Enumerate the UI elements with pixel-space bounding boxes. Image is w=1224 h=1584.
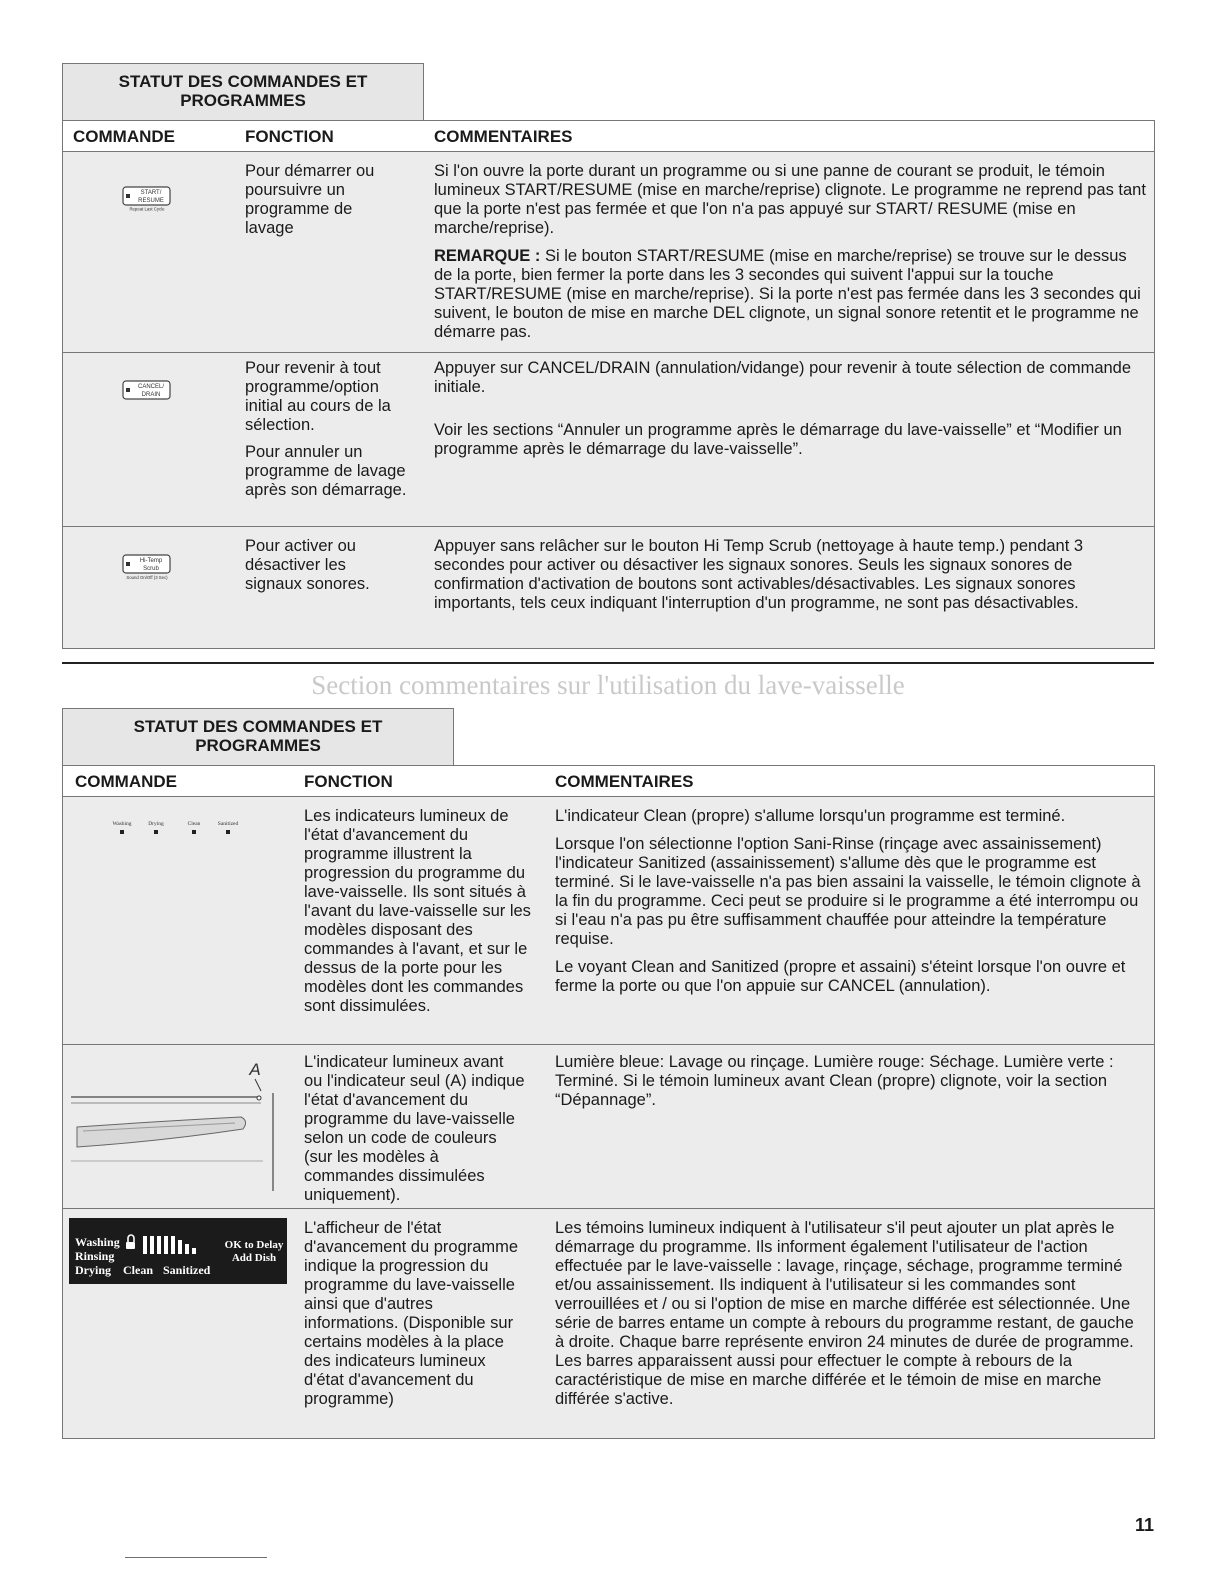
function-text: Pour démarrer ou poursuivre un programme de lavage [245, 162, 375, 237]
footer-line [125, 1557, 267, 1558]
indicator-label: Drying [148, 821, 164, 827]
table-row [63, 1209, 1154, 1438]
remarque-text: Si le bouton START/RESUME (mise en marche/reprise) se trouve sur le dessus de la porte, bien fermer la porte dans les 3 secondes qui suivent l'appui sur la touche START/RESUME (mise en marche/reprise). Si la porte n'est pas fermée dans les 3 secondes qui suivent, le bouton de mise en marche DEL clignote, un signal sonore retentit et le programme ne démarre pas. [434, 247, 1141, 341]
table-row [63, 152, 1154, 353]
comment-paragraph: Les témoins lumineux indiquent à l'utilisateur s'il peut ajouter un plat après le démarrage du programme. Ils informent également l'utilisateur de l'action effectuée par le lave-vaisselle : lavage, rinçage, séchage, programme terminé et/ou assainissement. Ils indiquent à l'utilisateur si les commandes sont verrouillées et / ou si l'option de mise en marche différée est sélectionnée. Une série de barres entame un compte à rebours du programme restant, de gauche à droite. Chaque barre représente environ 24 minutes de durée de programme. Les barres apparaissent aussi pour effectuer le compte à rebours de la caractéristique de mise en marche différée et le témoin de mise en marche différée s'active. [555, 1219, 1134, 1408]
table1-title-tab [62, 63, 424, 121]
function-text: Pour activer ou désactiver les signaux sonores. [245, 537, 370, 593]
table1-title-line1: STATUT DES COMMANDES ET [118, 72, 368, 91]
indicator-label: Sanitized [217, 821, 239, 827]
comment-paragraph: Appuyer sur CANCEL/DRAIN (annulation/vidange) pour revenir à toute sélection de commande initiale. [434, 359, 1132, 396]
display-label: Add Dish [231, 1252, 277, 1264]
display-label: Washing [75, 1235, 120, 1249]
col-commande: COMMANDE [75, 772, 177, 791]
comment-paragraph: Le voyant Clean and Sanitized (propre et assaini) s'éteint lorsque l'on ouvre et ferme la porte ou que l'on appuie sur CANCEL (annulation). [555, 958, 1126, 995]
icon-text: Scrub [143, 566, 159, 572]
col-commentaires: COMMENTAIRES [434, 127, 573, 146]
function-text: L'indicateur lumineux avant ou l'indicateur seul (A) indique l'état d'avancement du programme du lave-vaisselle selon un code de couleurs (sur les modèles à commandes dissimulées uniquement). [304, 1053, 525, 1204]
table1-title-line2: PROGRAMMES [180, 91, 306, 110]
display-label: Clean [123, 1263, 153, 1277]
comment-paragraph: Voir les sections “Annuler un programme après le démarrage du lave-vaisselle” et “Modifier un programme après le démarrage du lave-vaisselle”. [434, 421, 1122, 458]
comment-paragraph: Si l'on ouvre la porte durant un programme ou si une panne de courant se produit, le témoin lumineux START/RESUME (mise en marche/reprise) clignote. Le programme ne reprend pas tant que la porte n'est pas fermée et que l'on n'a pas appuyé sur START/ RESUME (mise en marche/reprise). [434, 162, 1146, 237]
table-row [63, 353, 1154, 527]
comment-text [434, 359, 1146, 468]
comment-text [434, 162, 1146, 351]
table2-title-tab [62, 708, 454, 766]
start-resume-button-icon [121, 185, 175, 216]
icon-subtext: Sound On/Off (3 Sec) [126, 575, 168, 580]
comment-text [555, 1219, 1147, 1418]
table-row [63, 797, 1154, 1045]
remarque-paragraph [434, 247, 1146, 342]
icon-text: DRAIN [141, 392, 161, 398]
col-commentaires: COMMENTAIRES [555, 772, 694, 791]
icon-text: CANCEL/ [137, 384, 165, 390]
indicator-label: Washing [112, 821, 132, 827]
table2-title-line2: PROGRAMMES [195, 736, 321, 755]
icon-text: START/ [140, 190, 162, 196]
function-paragraph: Pour revenir à tout programme/option initial au cours de la sélection. [245, 359, 391, 434]
col-fonction: FONCTION [304, 772, 393, 791]
indicator-label: Clean [187, 821, 201, 827]
col-commande: COMMANDE [73, 127, 175, 146]
table2 [62, 765, 1155, 1439]
callout-label: A [249, 1060, 261, 1079]
comment-text [434, 537, 1146, 622]
display-label: Sanitized [163, 1263, 211, 1277]
function-text: Les indicateurs lumineux de l'état d'avancement du programme illustrent la progression du programme du lave-vaisselle. Ils sont situés à l'avant du lave-vaisselle sur les modèles disposant des commandes à l'avant, et sur le dessus de la porte pour les modèles dont les commandes sont dissimulées. [304, 807, 531, 1015]
comment-paragraph: Lorsque l'on sélectionne l'option Sani-Rinse (rinçage avec assainissement) l'indicateur Sanitized (assainissement) s'allume dès que le programme est terminé. Si le lave-vaisselle n'a pas bien assaini la vaisselle, le témoin clignote à la fin du programme. Ceci peut se produire si le programme a été interrompu ou si l'eau n'a pas pu être suffisamment chauffée pour atteindre la température requise. [555, 835, 1141, 948]
display-label: Drying [75, 1263, 111, 1277]
table-row [63, 527, 1154, 648]
table2-title-line1: STATUT DES COMMANDES ET [133, 717, 383, 736]
section-divider [62, 662, 1154, 664]
function-text: L'afficheur de l'état d'avancement du programme indique la progression du programme du lave-vaisselle ainsi que d'autres informations. (Disponible sur certains modèles à la place des indicateurs lumineux d'état d'avancement du programme) [304, 1219, 519, 1408]
col-fonction: FONCTION [245, 127, 334, 146]
comment-paragraph: Appuyer sans relâcher sur le bouton Hi Temp Scrub (nettoyage à haute temp.) pendant 3 secondes pour activer ou désactiver les signaux sonores. Seuls les signaux sonores de confirmation d'activation de boutons sont activables/désactivables. Les signaux sonores importants, tels ceux indiquant l'interruption d'un programme, ne sont pas désactivables. [434, 537, 1084, 612]
icon-text: RESUME [138, 198, 164, 204]
table2-column-header [63, 766, 1154, 797]
cancel-drain-button-icon [121, 379, 175, 410]
comment-text [555, 807, 1147, 1005]
comment-paragraph: Lumière bleue: Lavage ou rinçage. Lumière rouge: Séchage. Lumière verte : Terminé. Si le témoin lumineux avant Clean (propre) clignote, voir la section “Dépannage”. [555, 1053, 1114, 1109]
comment-paragraph: L'indicateur Clean (propre) s'allume lorsqu'un programme est terminé. [555, 807, 1066, 825]
table1 [62, 120, 1155, 649]
display-label: OK to Delay [224, 1239, 284, 1251]
comment-text [555, 1053, 1147, 1119]
function-paragraph: Pour annuler un programme de lavage après son démarrage. [245, 443, 407, 499]
section-title: Section commentaires sur l'utilisation du lave-vaisselle [311, 670, 905, 700]
page-number: 11 [1134, 1515, 1154, 1535]
remarque-label: REMARQUE : [434, 247, 541, 265]
function-text [245, 359, 415, 500]
icon-text: Hi-Temp [139, 558, 163, 564]
icon-subtext: Repeat Last Cycle [129, 206, 165, 212]
display-label: Rinsing [75, 1249, 115, 1263]
table1-column-header [63, 121, 1154, 152]
status-indicators-icon [112, 819, 245, 846]
hi-temp-scrub-button-icon [121, 553, 175, 586]
door-indicator-illustration [63, 1051, 288, 1206]
status-display-panel [69, 1218, 287, 1289]
table-row [63, 1045, 1154, 1209]
